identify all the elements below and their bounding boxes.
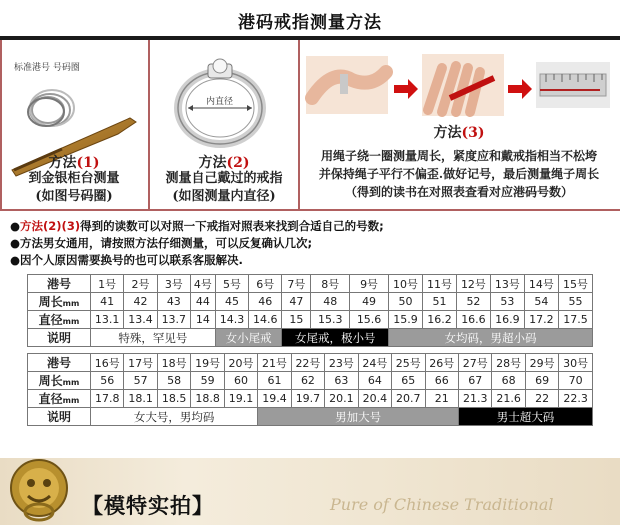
perimeter-cell: 53	[490, 293, 524, 311]
size-cell: 3号	[157, 275, 190, 293]
method-1-title: 方法(1)	[48, 155, 100, 171]
size-cell: 12号	[456, 275, 490, 293]
perimeter-row	[28, 293, 593, 311]
diameter-cell: 22.3	[559, 390, 593, 408]
diameter-cell: 17.8	[91, 390, 124, 408]
size-cell: 20号	[224, 354, 257, 372]
perimeter-cell: 50	[388, 293, 422, 311]
perimeter-cell: 54	[524, 293, 558, 311]
size-chart-16-to-30	[27, 353, 593, 426]
perimeter-cell: 47	[282, 293, 311, 311]
perimeter-cell: 52	[456, 293, 490, 311]
perimeter-cell: 63	[325, 372, 358, 390]
size-category-label: 特殊，罕见号	[91, 329, 216, 347]
diameter-cell: 18.5	[157, 390, 190, 408]
size-category-label: 女小尾戒	[215, 329, 282, 347]
diameter-cell: 20.4	[358, 390, 391, 408]
diameter-cell: 19.4	[258, 390, 291, 408]
perimeter-cell: 65	[392, 372, 425, 390]
method-1-panel	[2, 42, 146, 210]
method-3-line3: （得到的读书在对照表查看对应港码号数）	[344, 185, 573, 199]
diameter-cell: 13.4	[124, 311, 157, 329]
diameter-cell: 16.6	[456, 311, 490, 329]
size-row-header: 港号	[28, 354, 91, 372]
diameter-cell: 21.6	[492, 390, 525, 408]
measurement-notes	[10, 218, 615, 269]
size-chart-1-to-15	[27, 274, 593, 347]
diameter-cell: 21.3	[458, 390, 491, 408]
diameter-row-header: 直径mm	[28, 390, 91, 408]
perimeter-row	[28, 372, 593, 390]
diameter-cell: 18.1	[124, 390, 157, 408]
note-item: ●方法男女通用，请按照方法仔细测量，可以反复确认几次;	[10, 236, 313, 250]
size-cell: 13号	[490, 275, 524, 293]
perimeter-cell: 64	[358, 372, 391, 390]
diameter-cell: 21	[425, 390, 458, 408]
diameter-cell: 17.2	[524, 311, 558, 329]
lion-knocker-icon	[4, 452, 74, 522]
diameter-cell: 18.8	[191, 390, 224, 408]
size-cell: 15号	[558, 275, 592, 293]
note-item: ●方法(2)(3)得到的读数可以对照一下戒指对照表来找到合适自己的号数;	[10, 219, 384, 233]
perimeter-cell: 66	[425, 372, 458, 390]
method-2-line2: (如图测量内直径)	[172, 189, 276, 204]
size-cell: 8号	[311, 275, 350, 293]
note-item: ●因个人原因需要换号的也可以联系客服解决.	[10, 253, 243, 267]
diameter-cell: 22	[525, 390, 558, 408]
size-cell: 11号	[422, 275, 456, 293]
method-3-panel	[300, 42, 618, 210]
perimeter-cell: 48	[311, 293, 350, 311]
perimeter-cell: 57	[124, 372, 157, 390]
diameter-cell: 14.3	[215, 311, 248, 329]
size-cell: 2号	[124, 275, 157, 293]
diameter-cell: 15.6	[350, 311, 389, 329]
perimeter-cell: 41	[91, 293, 124, 311]
diameter-cell: 13.7	[157, 311, 190, 329]
perimeter-row-header: 周长mm	[28, 293, 91, 311]
perimeter-cell: 62	[291, 372, 324, 390]
size-cell: 25号	[392, 354, 425, 372]
diameter-cell: 15	[282, 311, 311, 329]
size-cell: 7号	[282, 275, 311, 293]
size-cell: 16号	[91, 354, 124, 372]
method-3-line1: 用绳子绕一圈测量周长，紧度应和戴戒指相当不松垮	[320, 149, 597, 163]
method-2-line1: 测量自己戴过的戒指	[165, 171, 283, 186]
size-cell: 26号	[425, 354, 458, 372]
diameter-cell: 14	[190, 311, 215, 329]
diameter-cell: 19.7	[291, 390, 324, 408]
size-row	[28, 354, 593, 372]
description-row-header: 说明	[28, 408, 91, 426]
size-cell: 1号	[91, 275, 124, 293]
diameter-cell: 15.3	[311, 311, 350, 329]
size-cell: 21号	[258, 354, 291, 372]
size-cell: 17号	[124, 354, 157, 372]
size-row-header: 港号	[28, 275, 91, 293]
size-category-label: 女均码，男超小码	[388, 329, 592, 347]
measurement-steps-illustration	[300, 50, 618, 122]
inner-diameter-label: 内直径	[206, 97, 234, 107]
size-category-label: 男加大号	[258, 408, 459, 426]
diameter-cell: 19.1	[224, 390, 257, 408]
diameter-cell: 16.2	[422, 311, 456, 329]
size-cell: 23号	[325, 354, 358, 372]
diameter-cell: 16.9	[490, 311, 524, 329]
perimeter-cell: 59	[191, 372, 224, 390]
diameter-cell: 17.5	[558, 311, 592, 329]
perimeter-cell: 61	[258, 372, 291, 390]
perimeter-cell: 44	[190, 293, 215, 311]
description-row	[28, 329, 593, 347]
description-row-header: 说明	[28, 329, 91, 347]
method-2-panel	[150, 42, 298, 210]
method-3-title: 方法(3)	[433, 125, 485, 141]
perimeter-cell: 51	[422, 293, 456, 311]
size-cell: 18号	[157, 354, 190, 372]
size-cell: 27号	[458, 354, 491, 372]
ring-sizer-label: 标准港号 号码圈	[14, 63, 80, 73]
size-cell: 22号	[291, 354, 324, 372]
footer-watermark-text: Pure of Chinese Traditional	[330, 495, 554, 514]
size-cell: 9号	[350, 275, 389, 293]
perimeter-cell: 49	[350, 293, 389, 311]
size-cell: 14号	[524, 275, 558, 293]
method-1-line2: (如图号码圈)	[35, 189, 113, 204]
perimeter-cell: 58	[157, 372, 190, 390]
page-title: 港码戒指测量方法	[238, 13, 382, 33]
model-photos-heading: 【模特实拍】	[82, 494, 214, 518]
size-cell: 5号	[215, 275, 248, 293]
perimeter-cell: 70	[559, 372, 593, 390]
size-row	[28, 275, 593, 293]
perimeter-cell: 46	[249, 293, 282, 311]
perimeter-cell: 69	[525, 372, 558, 390]
size-cell: 30号	[559, 354, 593, 372]
size-cell: 4号	[190, 275, 215, 293]
perimeter-cell: 43	[157, 293, 190, 311]
perimeter-cell: 68	[492, 372, 525, 390]
diameter-cell: 20.7	[392, 390, 425, 408]
perimeter-cell: 55	[558, 293, 592, 311]
size-cell: 28号	[492, 354, 525, 372]
size-category-label: 男士超大码	[458, 408, 592, 426]
size-cell: 29号	[525, 354, 558, 372]
diameter-cell: 14.6	[249, 311, 282, 329]
diameter-row	[28, 390, 593, 408]
perimeter-cell: 56	[91, 372, 124, 390]
size-cell: 19号	[191, 354, 224, 372]
perimeter-cell: 45	[215, 293, 248, 311]
size-cell: 10号	[388, 275, 422, 293]
size-category-label: 女大号，男均码	[91, 408, 258, 426]
perimeter-cell: 67	[458, 372, 491, 390]
method-2-title: 方法(2)	[198, 155, 250, 171]
method-1-line1: 到金银柜台测量	[28, 171, 120, 186]
diameter-cell: 13.1	[91, 311, 124, 329]
diameter-cell: 15.9	[388, 311, 422, 329]
size-category-label: 女尾戒，极小号	[282, 329, 389, 347]
description-row	[28, 408, 593, 426]
diameter-row	[28, 311, 593, 329]
size-cell: 24号	[358, 354, 391, 372]
perimeter-cell: 60	[224, 372, 257, 390]
diameter-cell: 20.1	[325, 390, 358, 408]
method-3-line2: 并保持绳子平行不偏歪.做好记号，最后测量绳子周长	[318, 167, 600, 181]
perimeter-row-header: 周长mm	[28, 372, 91, 390]
perimeter-cell: 42	[124, 293, 157, 311]
size-cell: 6号	[249, 275, 282, 293]
diameter-row-header: 直径mm	[28, 311, 91, 329]
